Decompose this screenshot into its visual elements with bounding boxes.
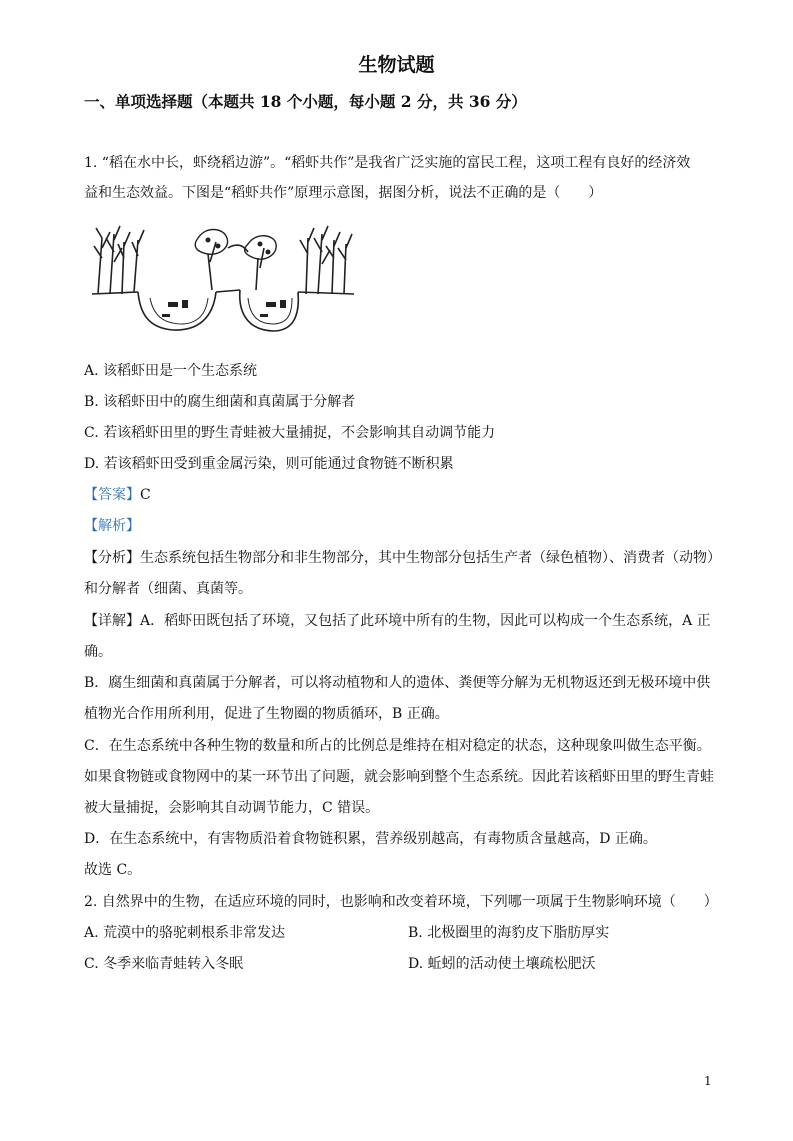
q1-option-a: A. 该稻虾田是一个生态系统: [84, 363, 258, 379]
q1-analysis-tag: 【解析】: [84, 518, 140, 534]
q1-option-c: C. 若该稻虾田里的野生青蛙被大量捕捉，不会影响其自动调节能力: [84, 425, 496, 441]
detail-a-text: A．稻虾田既包括了环境，又包括了此环境中所有的生物，因此可以构成一个生态系统，A 正: [140, 613, 711, 629]
q2-option-b: B. 北极圈里的海豹皮下脂肪厚实: [408, 925, 610, 941]
q1-stem-line1: 1. “稻在水中长，虾绕稻边游”。“稻虾共作”是我省广泛实施的富民工程，这项工程有良好的经济效: [84, 155, 691, 171]
q2-option-d: D. 蚯蚓的活动使土壤疏松肥沃: [408, 956, 596, 972]
section-heading: 一、单项选择题（本题共 18 个小题，每小题 2 分，共 36 分）: [84, 92, 527, 111]
q1-fenxi-line1: [84, 548, 721, 568]
answer-tag: 【答案】: [84, 487, 140, 503]
rice-shrimp-diagram: [88, 218, 358, 336]
q1-detail-a-line2: 确。: [84, 644, 112, 660]
q1-fenxi-line2: 和分解者（细菌、真菌等。: [84, 581, 252, 597]
q1-option-d: D. 若该稻虾田受到重金属污染，则可能通过食物链不断积累: [84, 456, 454, 472]
q2-option-c: C. 冬季来临青蛙转入冬眠: [84, 956, 244, 972]
q1-detail-c-line1: C．在生态系统中各种生物的数量和所占的比例总是维持在相对稳定的状态，这种现象叫做生态平衡。: [84, 738, 711, 754]
q1-detail-c-line2: 如果食物链或食物网中的某一环节出了问题，就会影响到整个生态系统。因此若该稻虾田里的野生青蛙: [84, 769, 714, 785]
q2-stem: 2. 自然界中的生物，在适应环境的同时，也影响和改变着环境，下列哪一项属于生物影响环境（ ）: [84, 894, 718, 910]
q1-detail-b-line1: B．腐生细菌和真菌属于分解者，可以将动植物和人的遗体、粪便等分解为无机物返还到无极环境中供: [84, 675, 711, 691]
q1-conclusion: 故选 C。: [84, 862, 142, 878]
q1-detail-b-line2: 植物光合作用所利用，促进了生物圈的物质循环，B 正确。: [84, 706, 449, 722]
q1-stem-line2: 益和生态效益。下图是“稻虾共作”原理示意图，据图分析，说法不正确的是（ ）: [84, 185, 603, 201]
q1-detail-c-line3: 被大量捕捉，会影响其自动调节能力，C 错误。: [84, 800, 380, 816]
q1-detail-a-line1: [84, 611, 711, 631]
page-number: 1: [704, 1074, 712, 1088]
q1-option-b: B. 该稻虾田中的腐生细菌和真菌属于分解者: [84, 394, 356, 410]
q1-detail-d-line1: D．在生态系统中，有害物质沿着食物链积累，营养级别越高，有毒物质含量越高，D 正确。: [84, 831, 657, 847]
fenxi-text: 生态系统包括生物部分和非生物部分，其中生物部分包括生产者（绿色植物）、消费者（动物）: [140, 550, 721, 566]
answer-value: C: [140, 487, 151, 503]
fenxi-tag: 【分析】: [84, 550, 140, 566]
xiangjie-tag: 【详解】: [84, 613, 140, 629]
q1-answer: [84, 485, 151, 505]
q2-option-a: A. 荒漠中的骆驼刺根系非常发达: [84, 925, 286, 941]
page-title: 生物试题: [358, 54, 435, 76]
